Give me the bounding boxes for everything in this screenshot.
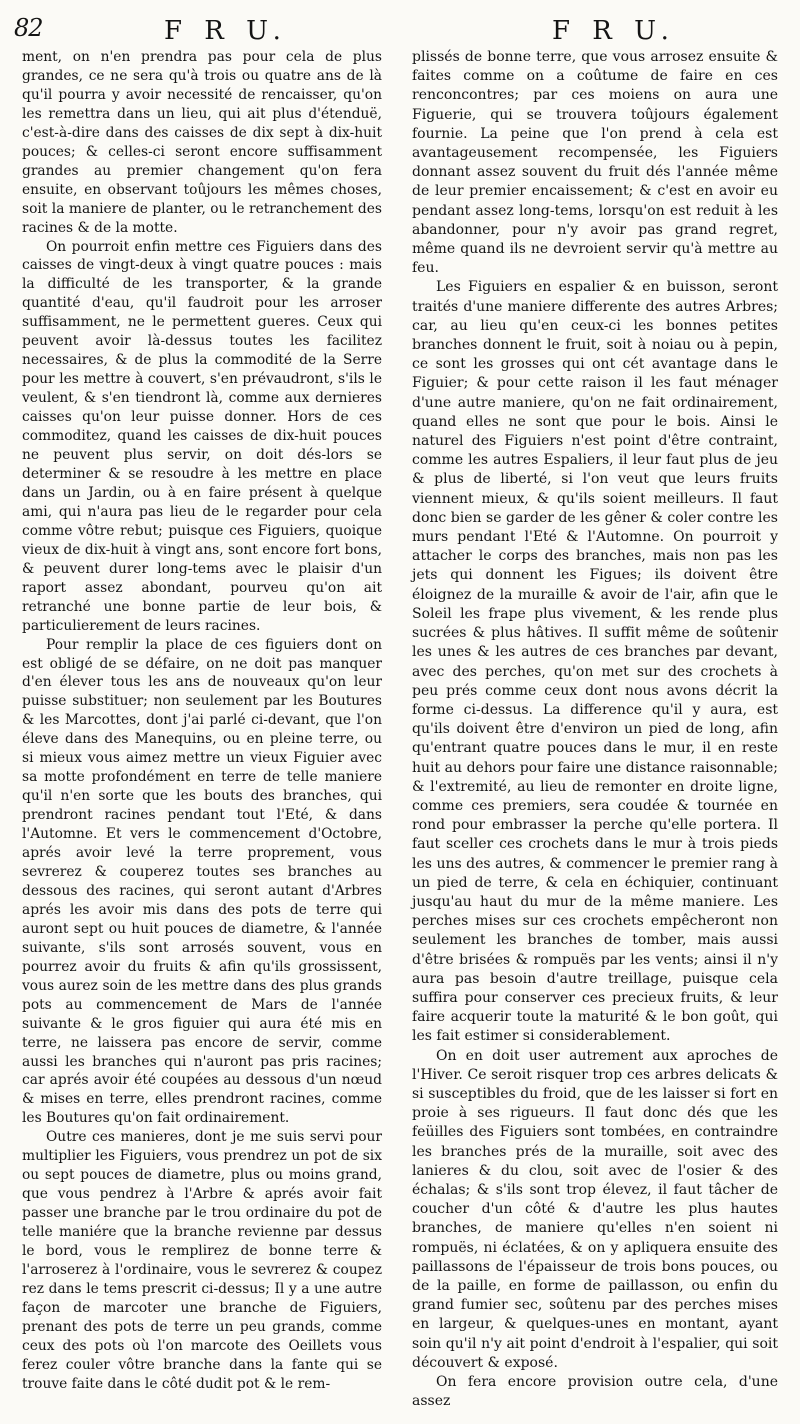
running-head-right: F R U.	[552, 16, 676, 46]
paragraph: ment, on n'en prendra pas pour cela de plus grandes, ce ne sera qu'à trois ou quatre ans de là qu'il pourra y avoir necessité de rencaisser, qu'on les remettra dans un lieu, qui ait plus d'étenduë, c'est-à-dire dans des caisses de dix sept à dix-huit pouces; & celles-ci seront encore suffisamment grandes au premier changement qu'on fera ensuite, en observant toûjours les mêmes choses, soit la maniere de planter, ou le retranchement des racines & de la motte.	[22, 49, 382, 236]
paragraph: On pourroit enfin mettre ces Figuiers dans des caisses de vingt-deux à vingt quatre pouces : mais la difficulté de les transporter, & la grande quantité d'eau, qu'il faudroit pour les arroser suffisamment, ne le permettent gueres. Ceux qui peuvent avoir là-dessus toutes les facilitez necessaires, & de plus la commodité de la Serre pour les mettre à couvert, s'en prévaudront, s'ils le veulent, & s'en tiendront là, comme aux dernieres caisses qu'on leur puisse donner. Hors de ces commoditez, quand les caisses de dix-huit pouces ne peuvent plus servir, on doit dés-lors se determiner & se resoudre à les mettre en place dans un Jardin, ou à en faire présent à quelque ami, qui n'aura pas lieu de le regarder pour cela comme vôtre rebut; puisque ces Figuiers, quoique vieux de dix-huit à vingt ans, sont encore fort bons, & peuvent durer long-tems avec le plaisir d'un raport assez abondant, pourveu qu'on ait retranché une bonne partie de leur bois, & particulierement de leurs racines.	[22, 238, 382, 634]
paragraph: Pour remplir la place de ces figuiers dont on est obligé de se défaire, on ne doit pas manquer d'en élever tous les ans de nouveaux qu'on leur puisse substituer; non seulement par les Boutures & les Marcottes, dont j'ai parlé ci-devant, que l'on éleve dans des Manequins, ou en pleine terre, ou si mieux vous aimez mettre un vieux Figuier avec sa motte profondément en terre de telle maniere qu'il n'en sorte que les bouts des branches, qui prendront racines pendant tout l'Eté, & dans l'Automne. Et vers le commencement d'Octobre, aprés avoir levé la terre proprement, vous sevrerez & couperez toutes ses branches au dessous des racines, qui seront autant d'Arbres aprés les avoir mis dans des pots de terre qui auront sept ou huit pouces de diametre, & l'année suivante, s'ils sont arrosés souvent, vous en pourrez avoir du fruits & afin qu'ils grossissent, vous aurez soin de les mettre dans des plus grands pots au commencement de Mars de l'année suivante & le gros figuier qui aura été mis en terre, ne laissera pas encore de servir, comme aussi les branches qui n'auront pas pris racines; car aprés avoir été coupées au dessous d'un nœud & mises en terre, elles prendront racines, comme les Boutures qu'on fait ordinairement.	[22, 636, 382, 1127]
paragraph: plissés de bonne terre, que vous arrosez ensuite & faites comme on a coûtume de faire en ces renconcontres; par ces moiens on aura une Figuerie, qui se trouvera toûjours également fournie. La peine que l'on prend à cela est avantageusement recompensée, les Figuiers donnant assez souvent du fruit dés l'année même de leur premier encaissement; & c'est en avoir eu pendant assez long-tems, lorsqu'on est reduit à les abandonner, pour n'y avoir pas grand regret, même quand ils ne devroient servir qu'à mettre au feu.	[412, 49, 778, 277]
page-number: 82	[14, 14, 43, 42]
paragraph: On fera encore provision outre cela, d'une assez	[412, 1374, 778, 1410]
running-head-left: F R U.	[164, 16, 288, 46]
paragraph: Outre ces manieres, dont je me suis servi pour multiplier les Figuiers, vous prendrez un pot de six ou sept pouces de diametre, plus ou moins grand, que vous pendrez à l'Arbre & aprés avoir fait passer une branche par le trou ordinaire du pot de telle maniére que la branche revienne par dessus le bord, vous le remplirez de bonne terre & l'arroserez à l'ordinaire, vous le sevrerez & coupez rez dans le tems prescrit ci-dessus; Il y a une autre façon de marcoter une branche de Figuiers, prenant des pots de terre un peu grands, comme ceux des pots où l'on marcote des Oeillets vous ferez couler vôtre branche dans la fante qui se trouve faite dans le côté dudit pot & le rem-	[22, 1129, 382, 1392]
paragraph: On en doit user autrement aux aproches de l'Hiver. Ce seroit risquer trop ces arbres delicats & si susceptibles du froid, que de les laisser si fort en proie à ses rigueurs. Il faut donc dés que les feüilles des Figuiers sont tombées, en contraindre les branches prés de la muraille, soit avec des lanieres & du clou, soit avec de l'osier & des échalas; & s'ils sont trop élevez, il faut tâcher de coucher d'un côté & d'autre les plus hautes branches, de maniere qu'elles n'en soient ni rompuës, ni éclatées, & on y apliquera ensuite des paillassons de l'épaisseur de trois bons pouces, ou de la paille, en forme de paillasson, ou enfin du grand fumier sec, soûtenu par des perches mises en largeur, & quelques-unes en montant, ayant soin qu'il n'y ait point d'endroit à l'espalier, qui soit découvert & exposé.	[412, 1047, 778, 1371]
right-column	[412, 48, 778, 1411]
left-column	[22, 48, 382, 1394]
paragraph: Les Figuiers en espalier & en buisson, seront traités d'une maniere differente des autres Arbres; car, au lieu qu'en ceux-ci les bonnes petites branches donnent le fruit, soit à noiau ou à pepin, ce sont les grosses qui ont cét avantage dans le Figuier; & pour cette raison il les faut ménager d'une autre maniere, qu'on ne fait ordinairement, quand elles ne sont que pour le bois. Ainsi le naturel des Figuiers n'est point d'être contraint, comme les autres Espaliers, il leur faut plus de jeu & plus de liberté, si l'on veut que leurs fruits viennent mieux, & qu'ils soient meilleurs. Il faut donc bien se garder de les gêner & coler contre les murs pendant l'Eté & l'Automne. On pourroit y attacher le corps des branches, mais non pas les jets qui donnent les Figues; ils doivent être éloignez de la muraille & avoir de l'air, afin que le Soleil les frape plus vivement, & les rende plus sucrées & plus hâtives. Il suffit même de soûtenir les unes & les autres de ces branches par devant, avec des perches, qu'on met sur des crochets à peu prés comme ceux dont nous avons décrit la forme ci-dessus. La difference qu'il y aura, est qu'ils doivent être d'environ un pied de long, afin qu'entrant quatre pouces dans le mur, il en reste huit au dehors pour faire une distance raisonnable; & l'extremité, au lieu de remonter en droite ligne, comme ces premiers, sera coudée & tournée en rond pour embrasser la perche qu'elle portera. Il faut sceller ces crochets dans le mur à trois pieds les uns des autres, & commencer le premier rang à un pied de terre, & cela en échiquier, continuant jusqu'au haut du mur de la même maniere. Les perches mises sur ces crochets empêcheront non seulement les branches de tomber, mais aussi d'être brisées & rompuës par les vents; ainsi il n'y aura pas besoin d'autre treillage, puisque cela suffira pour conserver ces precieux fruits, & leur faire acquerir toute la maturité & le bon goût, qui les fait estimer si considerablement.	[412, 279, 778, 1045]
